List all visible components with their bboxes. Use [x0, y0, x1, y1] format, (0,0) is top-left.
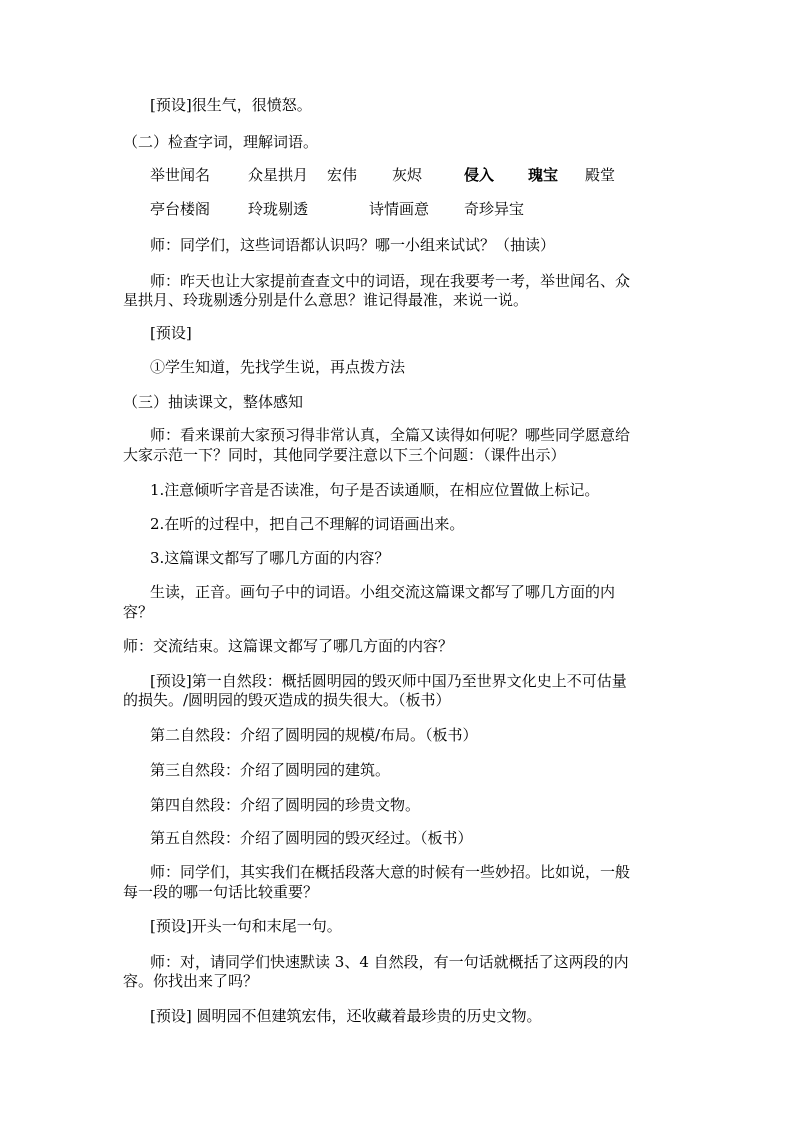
teacher-line: 师：同学们，其实我们在概括段落大意的时候有一些妙招。比如说，一般 — [150, 863, 631, 881]
vocab-word: 殿堂 — [585, 166, 616, 184]
teacher-line: 师：对，请同学们快速默读 3、4 自然段，有一句话就概括了这两段的内 — [150, 953, 629, 971]
teacher-line-cont: 容。你找出来了吗？ — [123, 972, 259, 990]
paragraph-summary: 第二自然段：介绍了圆明园的规模/布局。（板书） — [150, 726, 478, 744]
teacher-line-cont: 每一段的哪一句话比较重要？ — [123, 883, 319, 901]
question-item: 1.注意倾听字音是否读准，句子是否读通顺，在相应位置做上标记。 — [150, 481, 600, 499]
vocab-word: 灰烬 — [392, 166, 423, 184]
teacher-line: 师：同学们，这些词语都认识吗？哪一小组来试试？（抽读） — [150, 236, 556, 254]
teacher-line-cont: 大家示范一下？同时，其他同学要注意以下三个问题：（课件出示） — [123, 446, 566, 464]
preset-answer-cont: 的损失。/圆明园的毁灭造成的损失很大。（板书） — [123, 691, 451, 709]
preset-answer: [预设] 圆明园不但建筑宏伟，还收藏着最珍贵的历史文物。 — [150, 1007, 542, 1025]
paragraph-summary: 第四自然段：介绍了圆明园的珍贵文物。 — [150, 796, 421, 814]
paragraph-summary: 第三自然段：介绍了圆明园的建筑。 — [150, 761, 391, 779]
preset-answer-angry: [预设]很生气，很愤怒。 — [150, 96, 312, 114]
vocab-word: 玲珑剔透 — [248, 200, 309, 218]
preset-answer: [预设]第一自然段：概括圆明园的毁灭师中国乃至世界文化史上不可估量 — [150, 672, 627, 690]
vocab-word: 众星拱月 — [248, 166, 309, 184]
student-line-cont: 容？ — [123, 603, 154, 621]
student-line: 生读，正音。画句子中的词语。小组交流这篇课文都写了哪几方面的内 — [150, 583, 616, 601]
section-heading-2: （二）检查字词，理解词语。 — [123, 133, 319, 151]
question-item: 2.在听的过程中，把自己不理解的词语画出来。 — [150, 515, 465, 533]
section-heading-3: （三）抽读课文，整体感知 — [123, 393, 304, 411]
teacher-line: 师：交流结束。这篇课文都写了哪几方面的内容？ — [123, 637, 454, 655]
preset-note: ①学生知道，先找学生说，再点拨方法 — [150, 358, 406, 376]
paragraph-summary: 第五自然段：介绍了圆明园的毁灭经过。（板书） — [150, 829, 473, 847]
question-item: 3.这篇课文都写了哪几方面的内容？ — [150, 549, 390, 567]
preset-answer: [预设]开头一句和末尾一句。 — [150, 917, 342, 935]
teacher-line: 师：看来课前大家预习得非常认真，全篇又读得如何呢？哪些同学愿意给 — [150, 426, 631, 444]
vocab-word: 宏伟 — [327, 166, 358, 184]
vocab-word: 亭台楼阁 — [150, 200, 211, 218]
teacher-line: 师：昨天也让大家提前查查文中的词语，现在我要考一考，举世闻名、众 — [150, 272, 631, 290]
vocab-word: 诗情画意 — [369, 200, 430, 218]
preset-label: [预设] — [150, 324, 192, 342]
vocab-word: 奇珍异宝 — [464, 200, 525, 218]
teacher-line-cont: 星拱月、玲珑剔透分别是什么意思？谁记得最准，来说一说。 — [123, 291, 529, 309]
vocab-word: 瑰宝 — [528, 166, 559, 184]
vocab-word: 侵入 — [464, 166, 495, 184]
vocab-word: 举世闻名 — [150, 166, 211, 184]
